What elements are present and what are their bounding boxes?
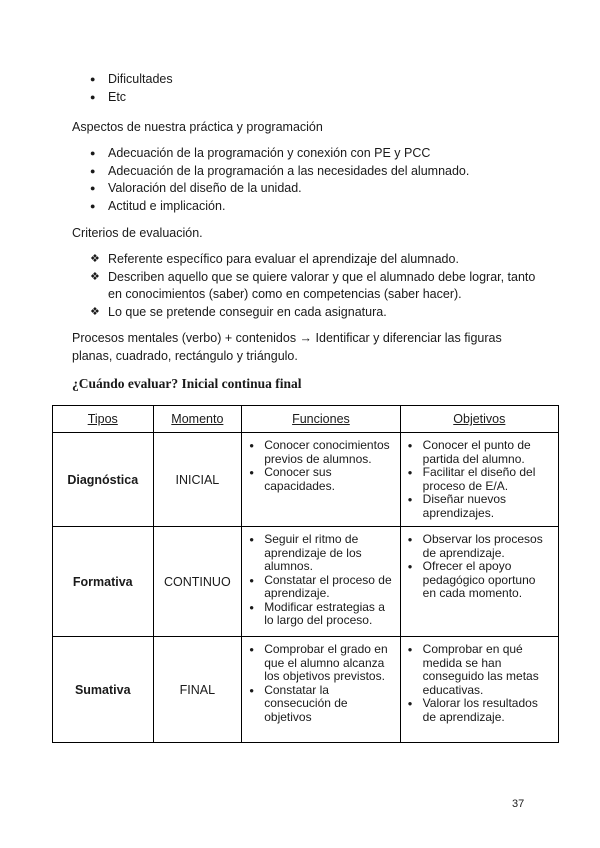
header-momento: Momento (153, 406, 242, 433)
section-heading: ¿Cuándo evaluar? Inicial continua final (72, 376, 302, 391)
objetivos-list (407, 533, 552, 601)
momento-cell: CONTINUO (153, 527, 242, 637)
list-item: ● Adecuación de la programación a las necesidades del alumnado. (90, 163, 469, 181)
criterios-list (90, 251, 540, 321)
header-tipos: Tipos (53, 406, 154, 433)
tipo-cell: Diagnóstica (53, 433, 154, 527)
list-item: ● Observar los procesos de aprendizaje. (407, 533, 552, 560)
objetivos-cell (400, 433, 558, 527)
list-item: ● Dificultades (90, 71, 173, 89)
funciones-list (248, 533, 393, 628)
evaluation-table (52, 405, 559, 743)
momento-cell: FINAL (153, 637, 242, 743)
list-item: ● Comprobar en qué medida se han conseguido las metas educativas. (407, 643, 552, 697)
procesos-paragraph: Procesos mentales (verbo) + contenidos → Identificar y diferenciar las figuras planas, cuadrado, rectángulo y triángulo. (72, 331, 502, 363)
momento-cell: INICIAL (153, 433, 242, 527)
funciones-cell (242, 433, 400, 527)
criterios-title: Criterios de evaluación. (72, 226, 203, 240)
list-item: ● Etc (90, 89, 173, 107)
funciones-cell (242, 637, 400, 743)
objetivos-list (407, 643, 552, 724)
objetivos-cell (400, 527, 558, 637)
list-item: ● Conocer conocimientos previos de alumnos. (248, 439, 393, 466)
list-item: ● Valorar los resultados de aprendizaje. (407, 697, 552, 724)
list-item: ● Valoración del diseño de la unidad. (90, 180, 469, 198)
list-item: ❖ Referente específico para evaluar el aprendizaje del alumnado. (90, 251, 540, 269)
list-item: ❖ Describen aquello que se quiere valorar y que el alumnado debe lograr, tanto en conocimientos (saber) como en competencias (saber hacer). (90, 269, 540, 304)
list-item: ● Diseñar nuevos aprendizajes. (407, 493, 552, 520)
table-header-row (53, 406, 559, 433)
table-row (53, 527, 559, 637)
aspectos-title: Aspectos de nuestra práctica y programación (72, 120, 323, 134)
tipo-cell: Sumativa (53, 637, 154, 743)
aspectos-list (90, 145, 469, 215)
page-number: 37 (512, 798, 525, 810)
list-item: ● Constatar la consecución de objetivos (248, 684, 393, 725)
funciones-cell (242, 527, 400, 637)
list-item: ● Conocer sus capacidades. (248, 466, 393, 493)
header-funciones: Funciones (242, 406, 400, 433)
funciones-list (248, 643, 393, 724)
list-item: ● Constatar el proceso de aprendizaje. (248, 574, 393, 601)
list-item: ● Actitud e implicación. (90, 198, 469, 216)
list-item: ● Conocer el punto de partida del alumno. (407, 439, 552, 466)
list-item: ● Ofrecer el apoyo pedagógico oportuno en cada momento. (407, 560, 552, 601)
objetivos-list (407, 439, 552, 520)
list-item: ● Adecuación de la programación y conexión con PE y PCC (90, 145, 469, 163)
top-bullet-list (90, 71, 173, 106)
objetivos-cell (400, 637, 558, 743)
list-item: ● Modificar estrategias a lo largo del proceso. (248, 601, 393, 628)
list-item: ● Facilitar el diseño del proceso de E/A. (407, 466, 552, 493)
funciones-list (248, 439, 393, 493)
header-objetivos: Objetivos (400, 406, 558, 433)
tipo-cell: Formativa (53, 527, 154, 637)
list-item: ❖ Lo que se pretende conseguir en cada asignatura. (90, 304, 540, 322)
table-row (53, 637, 559, 743)
table-row (53, 433, 559, 527)
list-item: ● Comprobar el grado en que el alumno alcanza los objetivos previstos. (248, 643, 393, 684)
list-item: ● Seguir el ritmo de aprendizaje de los alumnos. (248, 533, 393, 574)
